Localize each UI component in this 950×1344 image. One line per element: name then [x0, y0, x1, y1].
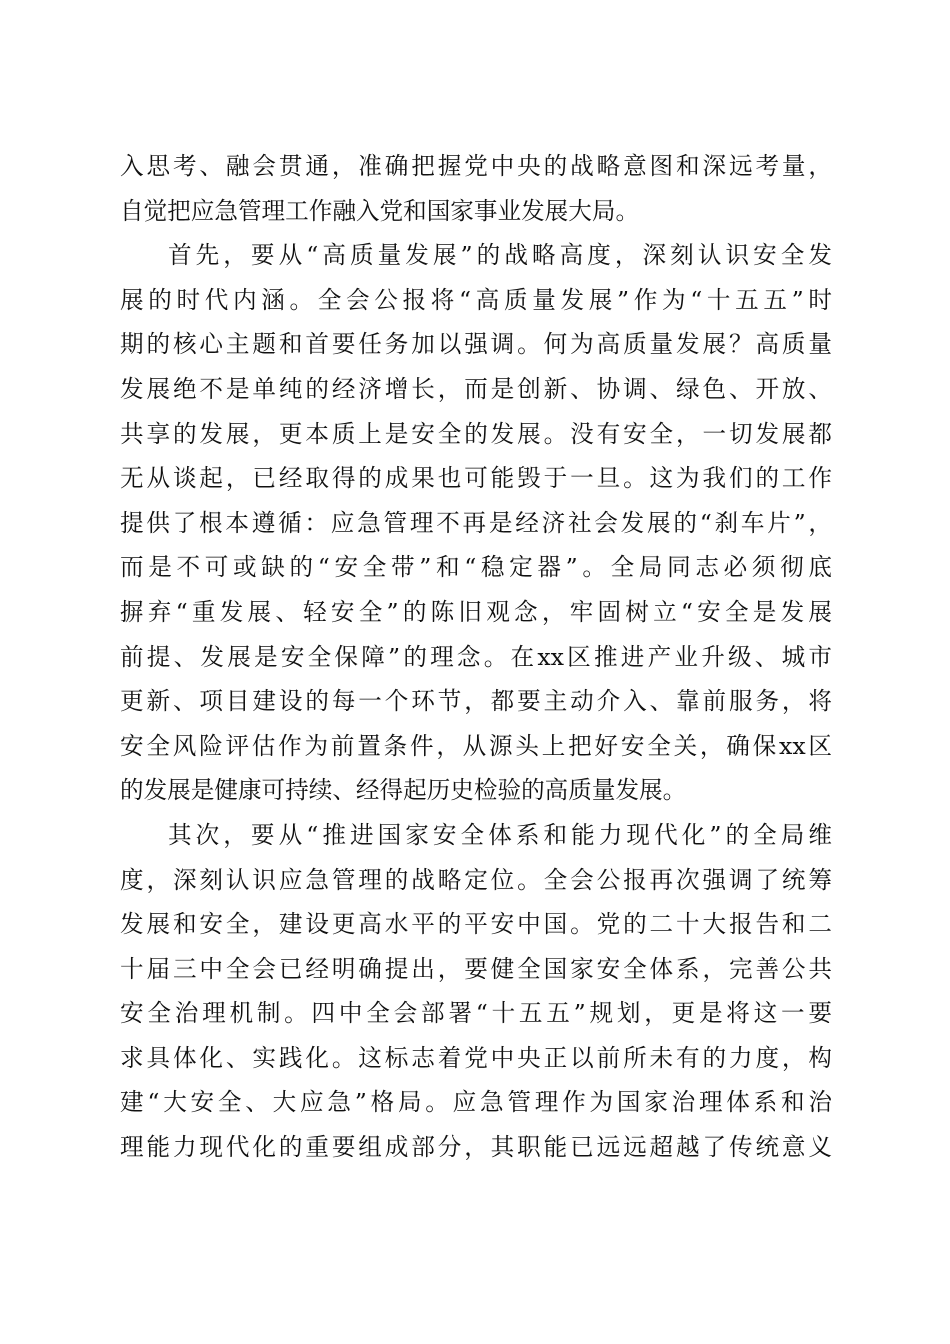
text-line: 前提、发展是安全保障”的理念。在xx区推进产业升级、城市 — [120, 642, 832, 671]
text-line: 提供了根本遵循：应急管理不再是经济社会发展的“刹车片”， — [120, 508, 832, 537]
text-line: 求具体化、实践化。这标志着党中央正以前所未有的力度，构 — [120, 1043, 832, 1072]
text-line: 无从谈起，已经取得的成果也可能毁于一旦。这为我们的工作 — [120, 464, 832, 493]
text-line: 期的核心主题和首要任务加以强调。何为高质量发展？高质量 — [120, 330, 832, 359]
text-line: 发展和安全，建设更高水平的平安中国。党的二十大报告和二 — [120, 910, 832, 939]
text-line: 理能力现代化的重要组成部分，其职能已远远超越了传统意义 — [120, 1133, 832, 1162]
body-text — [120, 144, 832, 1170]
text-line: 安全风险评估作为前置条件，从源头上把好安全关，确保xx区 — [120, 731, 832, 760]
text-line: 而是不可或缺的“安全带”和“稳定器”。全局同志必须彻底 — [120, 553, 832, 582]
text-line: 更新、项目建设的每一个环节，都要主动介入、靠前服务，将 — [120, 687, 832, 716]
text-line: 发展绝不是单纯的经济增长，而是创新、协调、绿色、开放、 — [120, 374, 832, 403]
text-line: 安全治理机制。四中全会部署“十五五”规划，更是将这一要 — [120, 999, 832, 1028]
text-line: 度，深刻认识应急管理的战略定位。全会公报再次强调了统筹 — [120, 865, 832, 894]
paragraph-start-line: 首先，要从“高质量发展”的战略高度，深刻认识安全发 — [168, 241, 832, 270]
text-line: 自觉把应急管理工作融入党和国家事业发展大局。 — [120, 196, 640, 225]
text-line: 展的时代内涵。全会公报将“高质量发展”作为“十五五”时 — [120, 285, 832, 314]
paragraph-start-line: 其次，要从“推进国家安全体系和能力现代化”的全局维 — [168, 820, 832, 849]
text-line: 共享的发展，更本质上是安全的发展。没有安全，一切发展都 — [120, 419, 832, 448]
text-line: 摒弃“重发展、轻安全”的陈旧观念，牢固树立“安全是发展 — [120, 597, 832, 626]
text-line: 建“大安全、大应急”格局。应急管理作为国家治理体系和治 — [120, 1088, 832, 1117]
text-line: 的发展是健康可持续、经得起历史检验的高质量发展。 — [120, 776, 687, 805]
text-line: 十届三中全会已经明确提出，要健全国家安全体系，完善公共 — [120, 954, 832, 983]
text-line: 入思考、融会贯通，准确把握党中央的战略意图和深远考量， — [120, 152, 832, 180]
